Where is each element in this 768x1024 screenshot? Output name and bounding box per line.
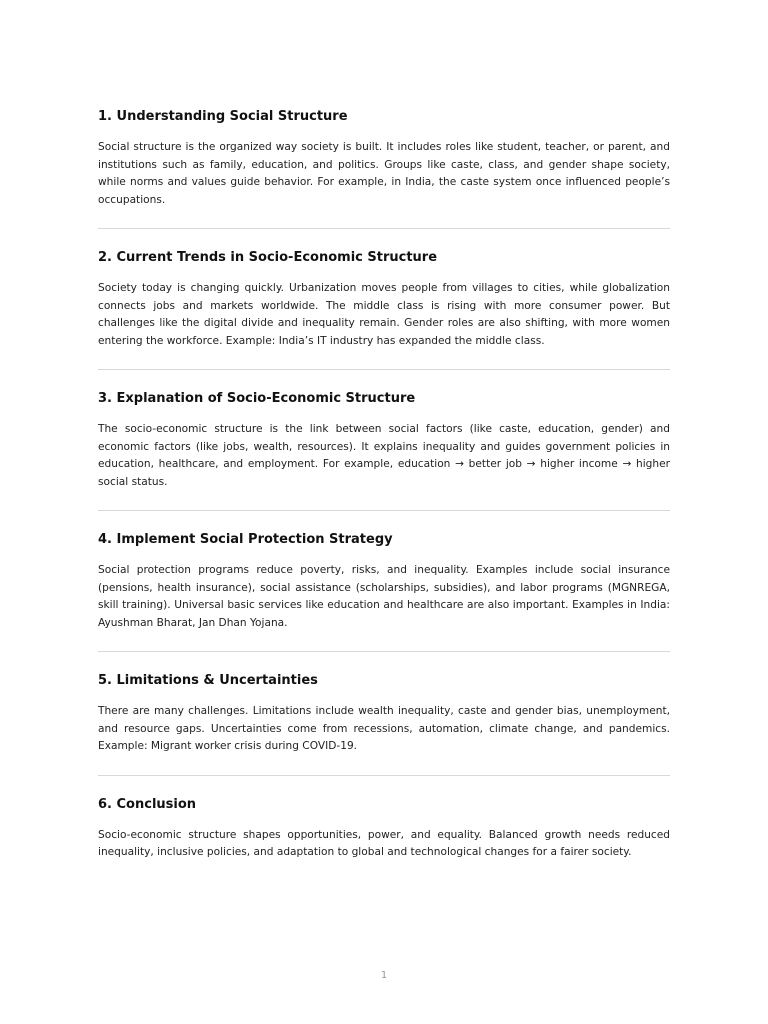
section-limitations [98, 672, 670, 756]
section-title: 5. Limitations & Uncertainties [98, 673, 318, 688]
section-divider [98, 651, 670, 652]
section-body: Social structure is the organized way society is built. It includes roles like student, teacher, or parent, and institutions such as family, education, and politics. Groups like caste, class, and gender shape society, while norms and values guide behavior. For example, in India, the caste system once influenced people’s occupations. [98, 141, 670, 206]
section-current-trends [98, 249, 670, 350]
section-title: 6. Conclusion [98, 796, 197, 812]
section-title: 3. Explanation of Socio-Economic Structure [98, 391, 416, 406]
section-body: Society today is changing quickly. Urbanization moves people from villages to cities, while globalization connects jobs and markets worldwide. The middle class is rising with more consumer power. But challenges like the digital divide and inequality remain. Gender roles are also shifting, with more women entering the workforce. Example: India’s IT industry has expanded the middle class. [98, 282, 670, 347]
section-social-protection [98, 531, 670, 632]
section-explanation [98, 390, 670, 491]
section-body: Socio-economic structure shapes opportunities, power, and equality. Balanced growth needs reduced inequality, inclusive policies, and adaptation to global and technological changes for a fairer society. [98, 828, 670, 858]
section-conclusion [98, 796, 670, 862]
section-body: Social protection programs reduce poverty, risks, and inequality. Examples include social insurance (pensions, health insurance), social assistance (scholarships, subsidies), and labor programs (MGNREGA, skill training). Universal basic services like education and healthcare are also important. Examples in India: Ayushman Bharat, Jan Dhan Yojana. [98, 564, 670, 629]
section-divider [98, 228, 670, 229]
section-title: 4. Implement Social Protection Strategy [98, 532, 393, 547]
section-title: 1. Understanding Social Structure [98, 109, 348, 124]
section-body: The socio-economic structure is the link between social factors (like caste, education, gender) and economic factors (like jobs, wealth, resources). It explains inequality and guides government policies in education, healthcare, and employment. For example, education → better job → higher income → higher social status. [98, 423, 670, 488]
section-body: There are many challenges. Limitations include wealth inequality, caste and gender bias, unemployment, and resource gaps. Uncertainties come from recessions, automation, climate change, and pandemics. Example: Migrant worker crisis during COVID-19. [98, 705, 670, 752]
section-understanding-social-structure [98, 108, 670, 209]
section-divider [98, 369, 670, 370]
page-number: 1 [380, 970, 388, 981]
section-divider [98, 775, 670, 776]
section-title: 2. Current Trends in Socio-Economic Structure [98, 250, 438, 265]
section-divider [98, 510, 670, 511]
